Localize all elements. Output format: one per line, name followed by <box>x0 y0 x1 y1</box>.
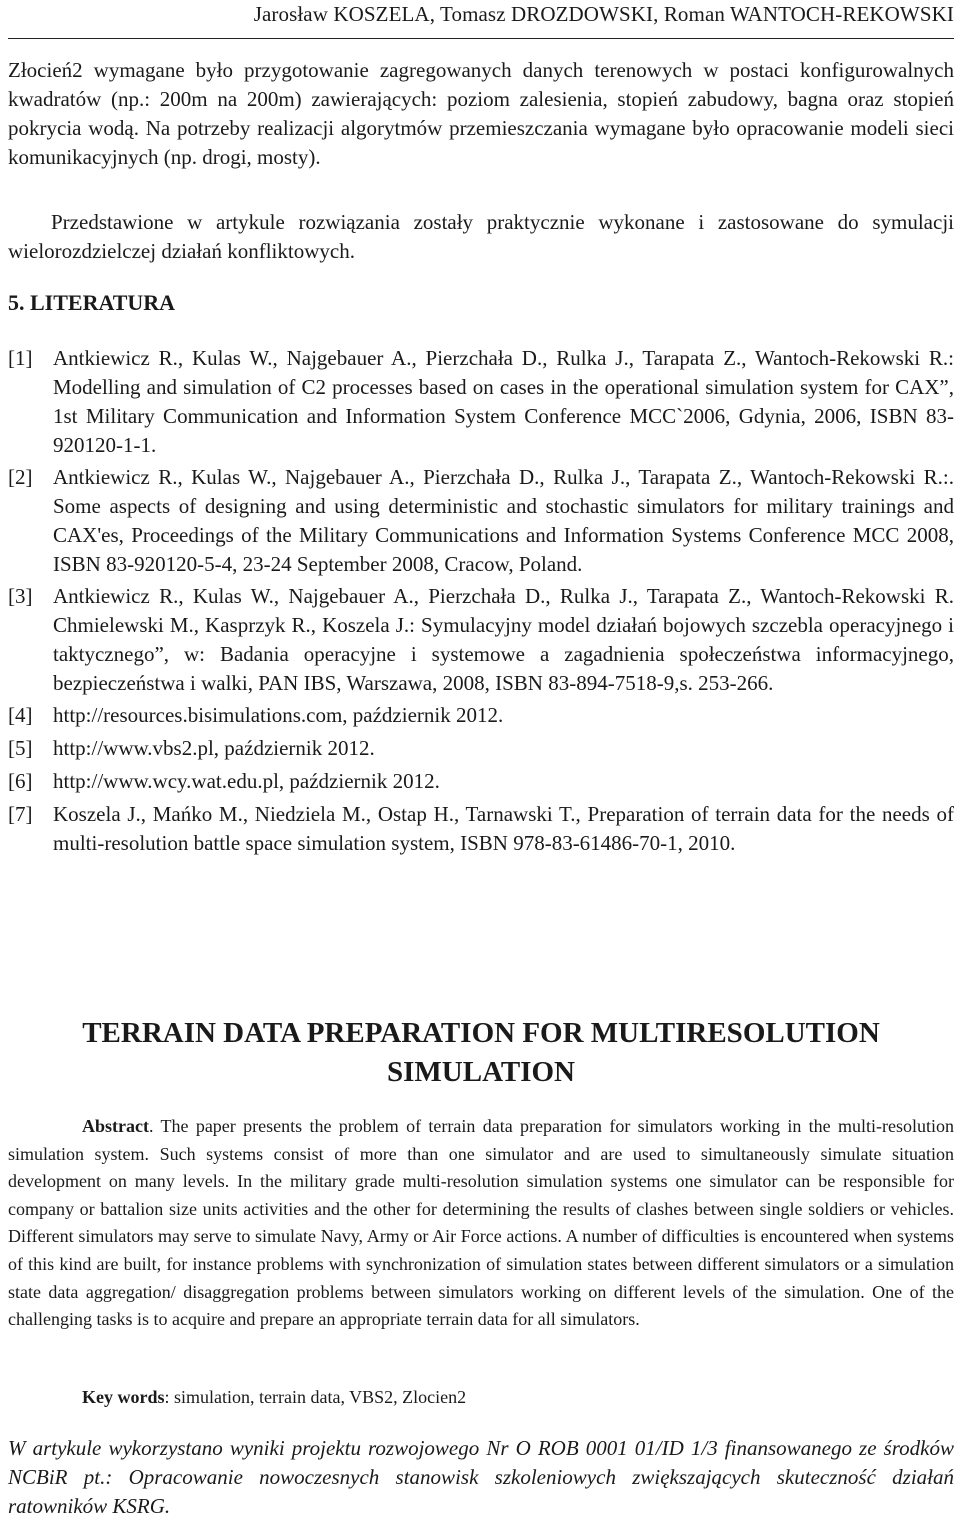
intro-paragraph-2: Przedstawione w artykule rozwiązania zostały praktycznie wykonane i zastosowane do symulacji wielorozdzielczej działań konfliktowych. <box>8 210 954 263</box>
reference-number: [5] <box>8 736 33 760</box>
reference-item <box>8 701 954 730</box>
reference-list <box>8 344 954 858</box>
header-rule <box>8 38 954 39</box>
reference-number: [6] <box>8 769 33 793</box>
keywords-text: : simulation, terrain data, VBS2, Zlocien2 <box>164 1387 467 1407</box>
reference-text: Modelling and simulation of C2 processes based on cases in the operational simulation system for CAX”, 1st Military Communication and Information System Conference MCC`2006, Gdynia, 2006, ISBN 83-920120-1-1. <box>53 375 954 457</box>
english-title: TERRAIN DATA PREPARATION FOR MULTIRESOLUTION SIMULATION <box>82 1017 880 1088</box>
reference-authors: Antkiewicz R., Kulas W., Najgebauer A., Pierzchała D., Rulka J., Tarapata Z., Wantoch-Rekowski R.:. <box>53 465 954 489</box>
reference-item <box>8 582 954 698</box>
reference-text: Symulacyjny model działań bojowych szczebla operacyjnego i taktycznego”, w: Badania operacyjne i systemowe a zagadnienia społeczeństwa informacyjnego, bezpieczeństwa i walki, PAN IBS, Warszawa, 2008, ISBN 83-894-7518-9,s. 253-266. <box>53 613 954 695</box>
reference-text: http://www.wcy.wat.edu.pl, październik 2012. <box>53 769 440 793</box>
abstract-text: . The paper presents the problem of terrain data preparation for simulators working in the multi-resolution simulation system. Such systems consist of more than one simulator and are used to simultaneously simulate situation development on many levels. In the military grade multi-resolution simulation systems one simulator can be responsible for company or battalion size units activities and the other for determining the results of clashes between single soldiers or vehicles. Different simulators may serve to simulate Navy, Army or Air Force actions. A number of difficulties is encountered when systems of this kind are built, for instance problems with synchronization of simulation states between different simulators or a simulation state data aggregation/ disaggregation problems between simulators working on different levels of the simulation. One of the challenging tasks is to acquire and prepare an appropriate terrain data for all simulators. <box>8 1116 954 1330</box>
reference-number: [3] <box>8 584 33 608</box>
abstract-paragraph <box>8 1113 954 1334</box>
reference-text: Some aspects of designing and using deterministic and stochastic simulators for military trainings and CAX'es, Proceedings of the Military Communications and Information Systems Conference MCC 2008, ISBN 83-920120-5-4, 23-24 September 2008, Cracow, Poland. <box>53 494 954 576</box>
abstract-label: Abstract <box>82 1116 149 1136</box>
reference-number: [7] <box>8 802 33 826</box>
keywords-label: Key words <box>82 1387 165 1407</box>
reference-authors: Antkiewicz R., Kulas W., Najgebauer A., Pierzchała D., Rulka J., Tarapata Z., Wantoch-Rekowski R. Chmielewski M., Kasprzyk R., Koszela J.: <box>53 584 954 637</box>
reference-number: [4] <box>8 703 33 727</box>
funding-note: W artykule wykorzystano wyniki projektu rozwojowego Nr O ROB 0001 01/ID 1/3 finansowanego ze środków NCBiR pt.: Opracowanie nowoczesnych stanowisk szkoleniowych zwiększających skuteczność działań ratowników KSRG. <box>8 1436 954 1518</box>
keywords-line <box>82 1384 466 1411</box>
reference-number: [2] <box>8 465 33 489</box>
reference-authors: Antkiewicz R., Kulas W., Najgebauer A., Pierzchała D., Rulka J., Tarapata Z., Wantoch-Rekowski R.: <box>53 346 954 370</box>
reference-item <box>8 767 954 796</box>
reference-item <box>8 800 954 858</box>
reference-text: http://www.vbs2.pl, październik 2012. <box>53 736 375 760</box>
running-header: Jarosław KOSZELA, Tomasz DROZDOWSKI, Roman WANTOCH-REKOWSKI <box>253 2 954 26</box>
reference-item <box>8 344 954 460</box>
reference-number: [1] <box>8 346 33 370</box>
intro-paragraph-1: Złocień2 wymagane było przygotowanie zagregowanych danych terenowych w postaci konfigurowalnych kwadratów (np.: 200m na 200m) zawierających: poziom zalesienia, stopień zabudowy, bagna oraz stopień pokrycia wodą. Na potrzeby realizacji algorytmów przemieszczania wymagane było opracowanie modeli sieci komunikacyjnych (np. drogi, mosty). <box>8 58 954 169</box>
reference-item <box>8 463 954 579</box>
reference-text: Preparation of terrain data for the needs of multi-resolution battle space simulation system, ISBN 978-83-61486-70-1, 2010. <box>53 802 954 855</box>
reference-item <box>8 734 954 763</box>
section-heading-literature: 5. LITERATURA <box>8 290 176 315</box>
reference-authors: Koszela J., Mańko M., Niedziela M., Ostap H., Tarnawski T., <box>53 802 581 826</box>
reference-text: http://resources.bisimulations.com, październik 2012. <box>53 703 504 727</box>
